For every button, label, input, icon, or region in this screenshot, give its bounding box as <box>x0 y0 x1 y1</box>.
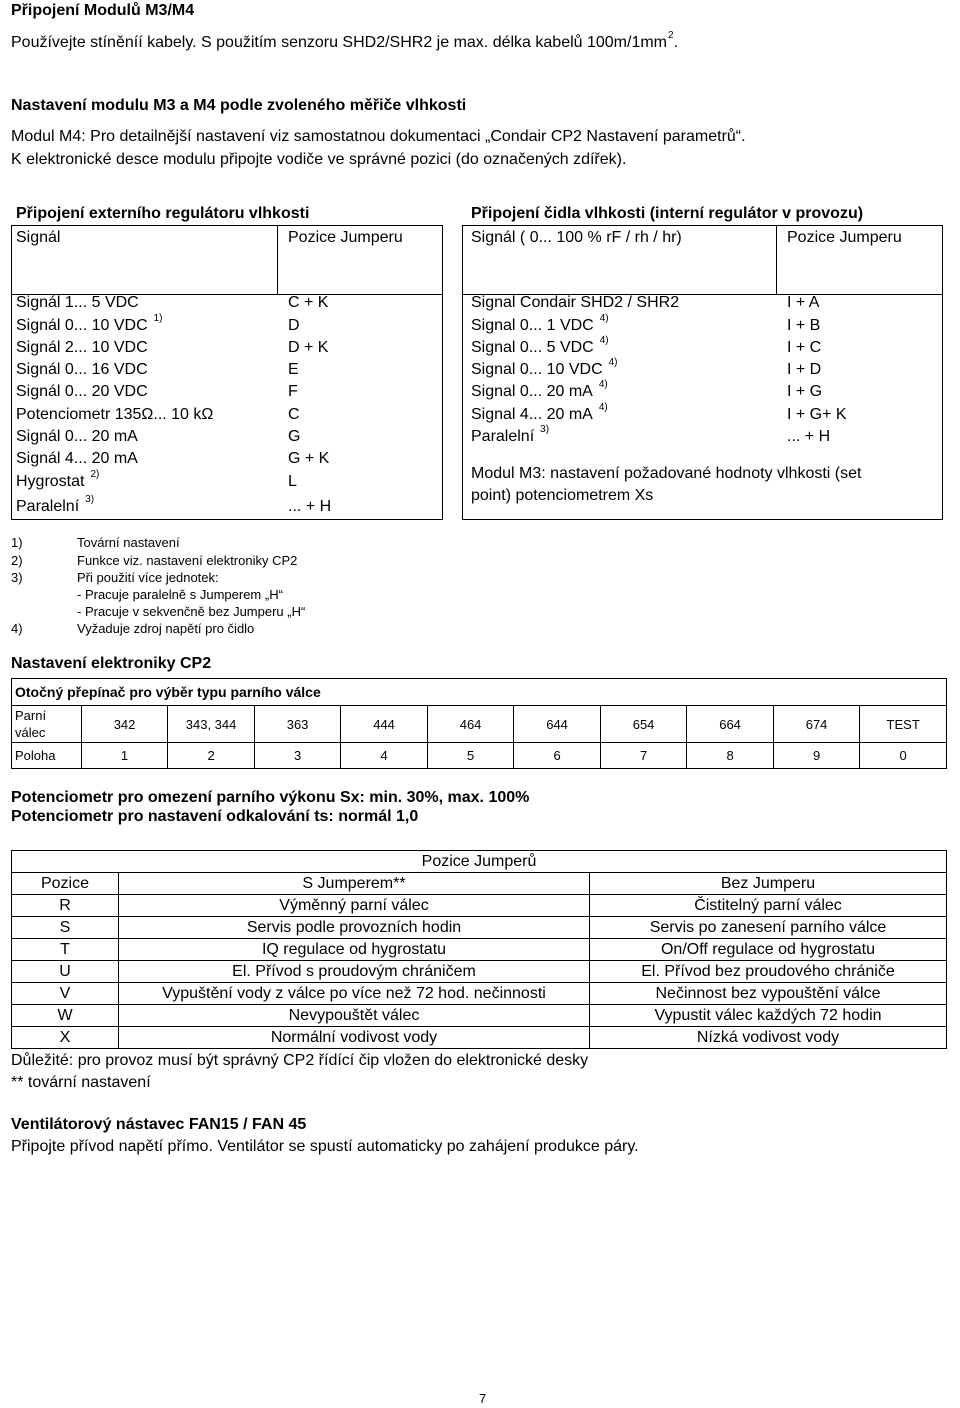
jumper-cell: I + D <box>787 361 822 378</box>
table-row: Signal 0... 20 mA $^{4)}$ <box>471 379 608 400</box>
cable-paragraph: Používejte stíněníí kabely. S použitím senzoru SHD2/SHR2 je max. délka kabelů $100m/1mm^2$. <box>11 30 679 51</box>
position-cell: W <box>12 1005 119 1027</box>
jumper-cell: F <box>288 383 298 400</box>
jumper-cell: I + A <box>787 294 820 311</box>
col-header-position: Pozice <box>12 873 119 895</box>
jumper-cell: C + K <box>288 294 329 311</box>
cylinder-cell: 363 <box>254 706 341 743</box>
fan-title: Ventilátorový nástavec FAN15 / FAN 45 <box>11 1116 307 1133</box>
position-cell: 2 <box>168 743 255 769</box>
without-jumper-cell: Servis po zanesení parního válce <box>590 917 947 939</box>
jumper-cell: C <box>288 406 300 423</box>
table-row: Signál 1... 5 VDC <box>16 294 139 311</box>
table-row <box>12 1027 947 1049</box>
table-row <box>12 895 947 917</box>
position-cell: 5 <box>427 743 514 769</box>
position-cell: 6 <box>514 743 601 769</box>
cylinder-cell: 654 <box>600 706 687 743</box>
without-jumper-cell: On/Off regulace od hygrostatu <box>590 939 947 961</box>
table-row: Hygrostat $^{2)}$ <box>16 469 100 490</box>
footnote-text: - Pracuje v sekvenčně bez Jumperu „H“ <box>77 604 306 619</box>
with-jumper-cell: IQ regulace od hygrostatu <box>119 939 590 961</box>
table-row: Signal Condair SHD2 / SHR2 <box>471 294 680 311</box>
fan-text: Připojte přívod napětí přímo. Ventilátor se spustí automaticky po zahájení produkce páry. <box>11 1138 639 1155</box>
jumper-cell: D <box>288 317 300 334</box>
table-row: Signal 0... 1 VDC $^{4)}$ <box>471 313 609 334</box>
pot-line-1: Potenciometr pro omezení parního výkonu Sx: min. 30%, max. 100% <box>11 789 530 806</box>
footnote-number: 1) <box>11 535 23 550</box>
cylinder-cell: 444 <box>341 706 428 743</box>
without-jumper-cell: El. Přívod bez proudového chrániče <box>590 961 947 983</box>
cylinder-cell: 674 <box>773 706 860 743</box>
col-header-without-jumper: Bez Jumperu <box>590 873 947 895</box>
jumper-cell: I + B <box>787 317 821 334</box>
table-row <box>12 917 947 939</box>
col-header-with-jumper: S Jumperem** <box>119 873 590 895</box>
pot-line-2: Potenciometr pro nastavení odkalování ts: normál 1,0 <box>11 808 419 825</box>
cylinder-cell: 464 <box>427 706 514 743</box>
jumper-cell: ... + H <box>787 428 831 445</box>
without-jumper-cell: Nízká vodivost vody <box>590 1027 947 1049</box>
left-table-title: Připojení externího regulátoru vlhkosti <box>16 205 310 222</box>
position-cell: U <box>12 961 119 983</box>
position-cell: 4 <box>341 743 428 769</box>
table-row: Signál 2... 10 VDC <box>16 339 148 356</box>
footnote-text: Funkce viz. nastavení elektroniky CP2 <box>77 553 298 568</box>
cylinder-cell: 342 <box>81 706 168 743</box>
section-title: Připojení Modulů M3/M4 <box>11 2 195 19</box>
cylinder-label: Parní válec <box>12 706 82 743</box>
footnote-number: 4) <box>11 621 23 636</box>
position-cell: 0 <box>860 743 947 769</box>
footnote-number: 3) <box>11 570 23 585</box>
right-col-signal-header: Signál ( 0... 100 % rF / rh / hr) <box>471 229 682 246</box>
cylinder-cell: 664 <box>687 706 774 743</box>
footnote-text: - Pracuje paralelně s Jumperem „H“ <box>77 587 283 602</box>
module-subtitle: Nastavení modulu M3 a M4 podle zvoleného měřiče vlhkosti <box>11 97 467 114</box>
module-paragraph-line1: Modul M4: Pro detailnější nastavení viz samostatnou dokumentaci „Condair CP2 Nastavení parametrů“. <box>11 128 746 145</box>
table-row <box>12 1005 947 1027</box>
jumper-table <box>11 850 947 1049</box>
footnote-text: Tovární nastavení <box>77 535 180 550</box>
module-m3-note-line2: point) potenciometrem Xs <box>471 487 654 504</box>
position-cell: 9 <box>773 743 860 769</box>
footnote-text: Při použití více jednotek: <box>77 570 219 585</box>
jumper-cell: G <box>288 428 301 445</box>
table-row: Signál 4... 20 mA <box>16 450 138 467</box>
cylinder-cell: 343, 344 <box>168 706 255 743</box>
cylinder-cell: 644 <box>514 706 601 743</box>
with-jumper-cell: Servis podle provozních hodin <box>119 917 590 939</box>
cp2-switch-table <box>11 678 947 769</box>
position-label: Poloha <box>12 743 82 769</box>
position-cell: 3 <box>254 743 341 769</box>
table-row: Signál 0... 20 VDC <box>16 383 148 400</box>
jumper-cell: D + K <box>288 339 329 356</box>
module-m3-note-line1: Modul M3: nastavení požadované hodnoty vlhkosti (set <box>471 465 862 482</box>
right-table-title: Připojení čidla vlhkosti (interní regulátor v provozu) <box>471 205 864 222</box>
module-paragraph-line2: K elektronické desce modulu připojte vodiče ve správné pozici (do označených zdířek). <box>11 151 627 168</box>
position-cell: 7 <box>600 743 687 769</box>
jumper-cell: L <box>288 473 297 490</box>
left-col-jumper-header: Pozice Jumperu <box>288 229 403 246</box>
without-jumper-cell: Vypustit válec každých 72 hodin <box>590 1005 947 1027</box>
table-row <box>12 961 947 983</box>
position-cell: T <box>12 939 119 961</box>
jumper-cell: ... + H <box>288 498 332 515</box>
jumper-cell: G + K <box>288 450 330 467</box>
right-col-jumper-header: Pozice Jumperu <box>787 229 902 246</box>
footnote-number: 2) <box>11 553 23 568</box>
position-cell: V <box>12 983 119 1005</box>
jumper-table-title: Pozice Jumperů <box>12 851 947 873</box>
left-col-signal-header: Signál <box>16 229 61 246</box>
table-row: Paralelní $^{3)}$ <box>471 424 550 445</box>
jumper-cell: I + G+ K <box>787 406 847 423</box>
cp2-title: Nastavení elektroniky CP2 <box>11 655 212 672</box>
with-jumper-cell: Normální vodivost vody <box>119 1027 590 1049</box>
table-row: Signál 0... 16 VDC <box>16 361 148 378</box>
cp2-table-title: Otočný přepínač pro výběr typu parního válce <box>12 679 947 706</box>
page-number: 7 <box>479 1391 487 1406</box>
with-jumper-cell: Vypuštění vody z válce po více než 72 hod. nečinnosti <box>119 983 590 1005</box>
cylinder-cell: TEST <box>860 706 947 743</box>
position-cell: S <box>12 917 119 939</box>
table-row <box>12 983 947 1005</box>
without-jumper-cell: Nečinnost bez vypouštění válce <box>590 983 947 1005</box>
with-jumper-cell: Výměnný parní válec <box>119 895 590 917</box>
position-cell: X <box>12 1027 119 1049</box>
position-cell: R <box>12 895 119 917</box>
jumper-cell: E <box>288 361 299 378</box>
table-row: Signál 0... 20 mA <box>16 428 138 445</box>
table-row <box>12 939 947 961</box>
without-jumper-cell: Čistitelný parní válec <box>590 895 947 917</box>
jumper-cell: I + C <box>787 339 822 356</box>
jumper-cell: I + G <box>787 383 823 400</box>
with-jumper-cell: Nevypouštět válec <box>119 1005 590 1027</box>
table-row: Signal 4... 20 mA $^{4)}$ <box>471 402 608 423</box>
footnote-text: Vyžaduje zdroj napětí pro čidlo <box>77 621 255 636</box>
table-row: Potenciometr 135Ω... 10 kΩ <box>16 406 214 423</box>
table-row: Paralelní $^{3)}$ <box>16 494 95 515</box>
factory-setting-note: ** tovární nastavení <box>11 1074 151 1091</box>
with-jumper-cell: El. Přívod s proudovým chráničem <box>119 961 590 983</box>
position-cell: 8 <box>687 743 774 769</box>
position-cell: 1 <box>81 743 168 769</box>
important-note: Důležité: pro provoz musí být správný CP2 řídící čip vložen do elektronické desky <box>11 1052 589 1069</box>
table-row: Signal 0... 5 VDC $^{4)}$ <box>471 335 609 356</box>
table-row: Signal 0... 10 VDC $^{4)}$ <box>471 357 618 378</box>
table-row: Signál 0... 10 VDC $^{1)}$ <box>16 313 163 334</box>
